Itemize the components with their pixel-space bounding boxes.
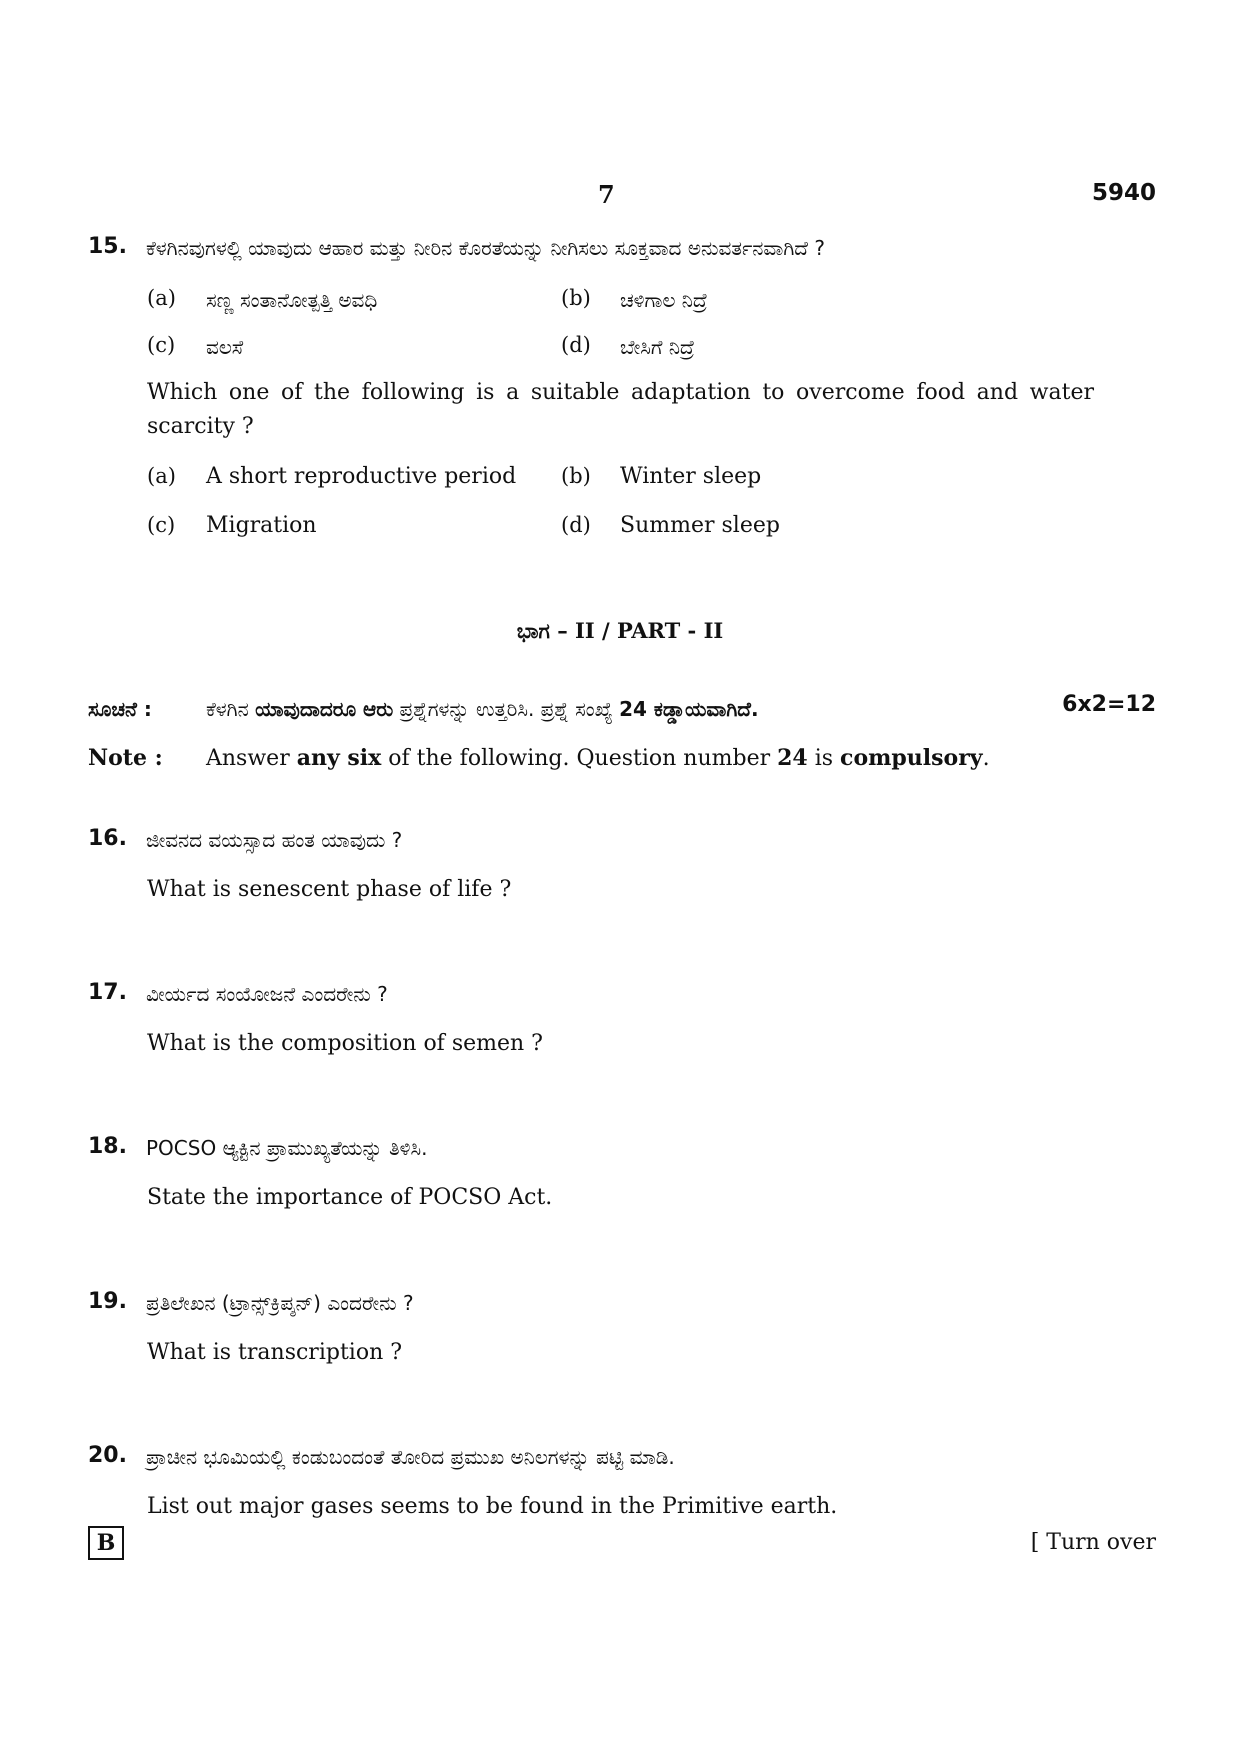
question-15-english-line1: Which one of the following is a suitable adaptation to overcome food and water: [147, 380, 1094, 405]
q15-en-option-a: A short reproductive period: [206, 464, 517, 489]
q15-kn-option-a: ಸಣ್ಣ ಸಂತಾನೋತ್ಪತ್ತಿ ಅವಧಿ: [206, 288, 378, 312]
instruction-kannada-text: ಕೆಳಗಿನ ಯಾವುದಾದರೂ ಆರು ಪ್ರಶ್ನೆಗಳನ್ನು ಉತ್ತರಿಸಿ. ಪ್ರಶ್ನೆ ಸಂಖ್ಯೆ 24 ಕಡ್ಡಾಯವಾಗಿದೆ.: [206, 697, 759, 721]
question-15-kannada: ಕೆಳಗಿನವುಗಳಲ್ಲಿ ಯಾವುದು ಆಹಾರ ಮತ್ತು ನೀರಿನ ಕೊರತೆಯನ್ನು ನೀಗಿಸಲು ಸೂಕ್ತವಾದ ಅನುವರ್ತನವಾಗಿದೆ ?: [146, 236, 825, 260]
question-17-number: 17.: [88, 980, 127, 1005]
question-19-kannada: ಪ್ರತಿಲೇಖನ (ಟ್ರಾನ್ಸ್‌ಕ್ರಿಪ್ಶನ್) ಎಂದರೇನು ?: [146, 1291, 414, 1315]
q15-kn-option-c-tag: (c): [147, 333, 176, 357]
q15-kn-option-b-tag: (b): [561, 286, 591, 310]
question-17-kannada: ವೀರ್ಯದ ಸಂಯೋಜನೆ ಎಂದರೇನು ?: [146, 982, 388, 1006]
marks-label: 6x2=12: [1062, 692, 1156, 717]
question-17-english: What is the composition of semen ?: [147, 1031, 543, 1056]
question-15-number: 15.: [88, 234, 127, 259]
question-20-kannada: ಪ್ರಾಚೀನ ಭೂಮಿಯಲ್ಲಿ ಕಂಡುಬಂದಂತೆ ತೋರಿದ ಪ್ರಮುಖ ಅನಿಲಗಳನ್ನು ಪಟ್ಟಿ ಮಾಡಿ.: [146, 1445, 675, 1469]
q15-en-option-b: Winter sleep: [620, 464, 762, 489]
paper-code: 5940: [1091, 180, 1156, 206]
question-18-english: State the importance of POCSO Act.: [147, 1185, 553, 1210]
q15-kn-option-b: ಚಳಿಗಾಲ ನಿದ್ರೆ: [620, 288, 708, 312]
question-19-number: 19.: [88, 1289, 127, 1314]
q15-kn-option-c: ವಲಸೆ: [206, 335, 244, 359]
q15-en-option-c-tag: (c): [147, 513, 176, 537]
q15-en-option-d-tag: (d): [561, 513, 591, 537]
page-number: 7: [598, 180, 615, 209]
part-heading: ಭಾಗ – II / PART - II: [516, 618, 724, 643]
version-box: B: [88, 1526, 124, 1560]
instruction-english-text: Answer any six of the following. Question number 24 is compulsory.: [206, 745, 990, 771]
instruction-kannada-label: ಸೂಚನೆ :: [88, 697, 152, 721]
question-18-number: 18.: [88, 1134, 127, 1159]
question-20-english: List out major gases seems to be found in the Primitive earth.: [147, 1494, 838, 1519]
q15-kn-option-d-tag: (d): [561, 333, 591, 357]
q15-en-option-d: Summer sleep: [620, 513, 780, 538]
question-20-number: 20.: [88, 1443, 127, 1468]
instruction-english-label: Note :: [88, 745, 163, 771]
question-16-number: 16.: [88, 826, 127, 851]
q15-kn-option-a-tag: (a): [147, 286, 176, 310]
q15-en-option-c: Migration: [206, 513, 317, 538]
question-18-kannada: POCSO ಆ್ಯಕ್ಟಿನ ಪ್ರಾಮುಖ್ಯತೆಯನ್ನು ತಿಳಿಸಿ.: [146, 1136, 428, 1160]
q15-en-option-b-tag: (b): [561, 464, 591, 488]
q15-en-option-a-tag: (a): [147, 464, 176, 488]
question-16-kannada: ಜೀವನದ ವಯಸ್ಸಾದ ಹಂತ ಯಾವುದು ?: [146, 828, 403, 852]
question-15-english-line2: scarcity ?: [147, 414, 254, 439]
question-16-english: What is senescent phase of life ?: [147, 877, 512, 902]
q15-kn-option-d: ಬೇಸಿಗೆ ನಿದ್ರೆ: [620, 335, 695, 359]
turn-over-label: [ Turn over: [1030, 1530, 1156, 1555]
question-19-english: What is transcription ?: [147, 1340, 403, 1365]
